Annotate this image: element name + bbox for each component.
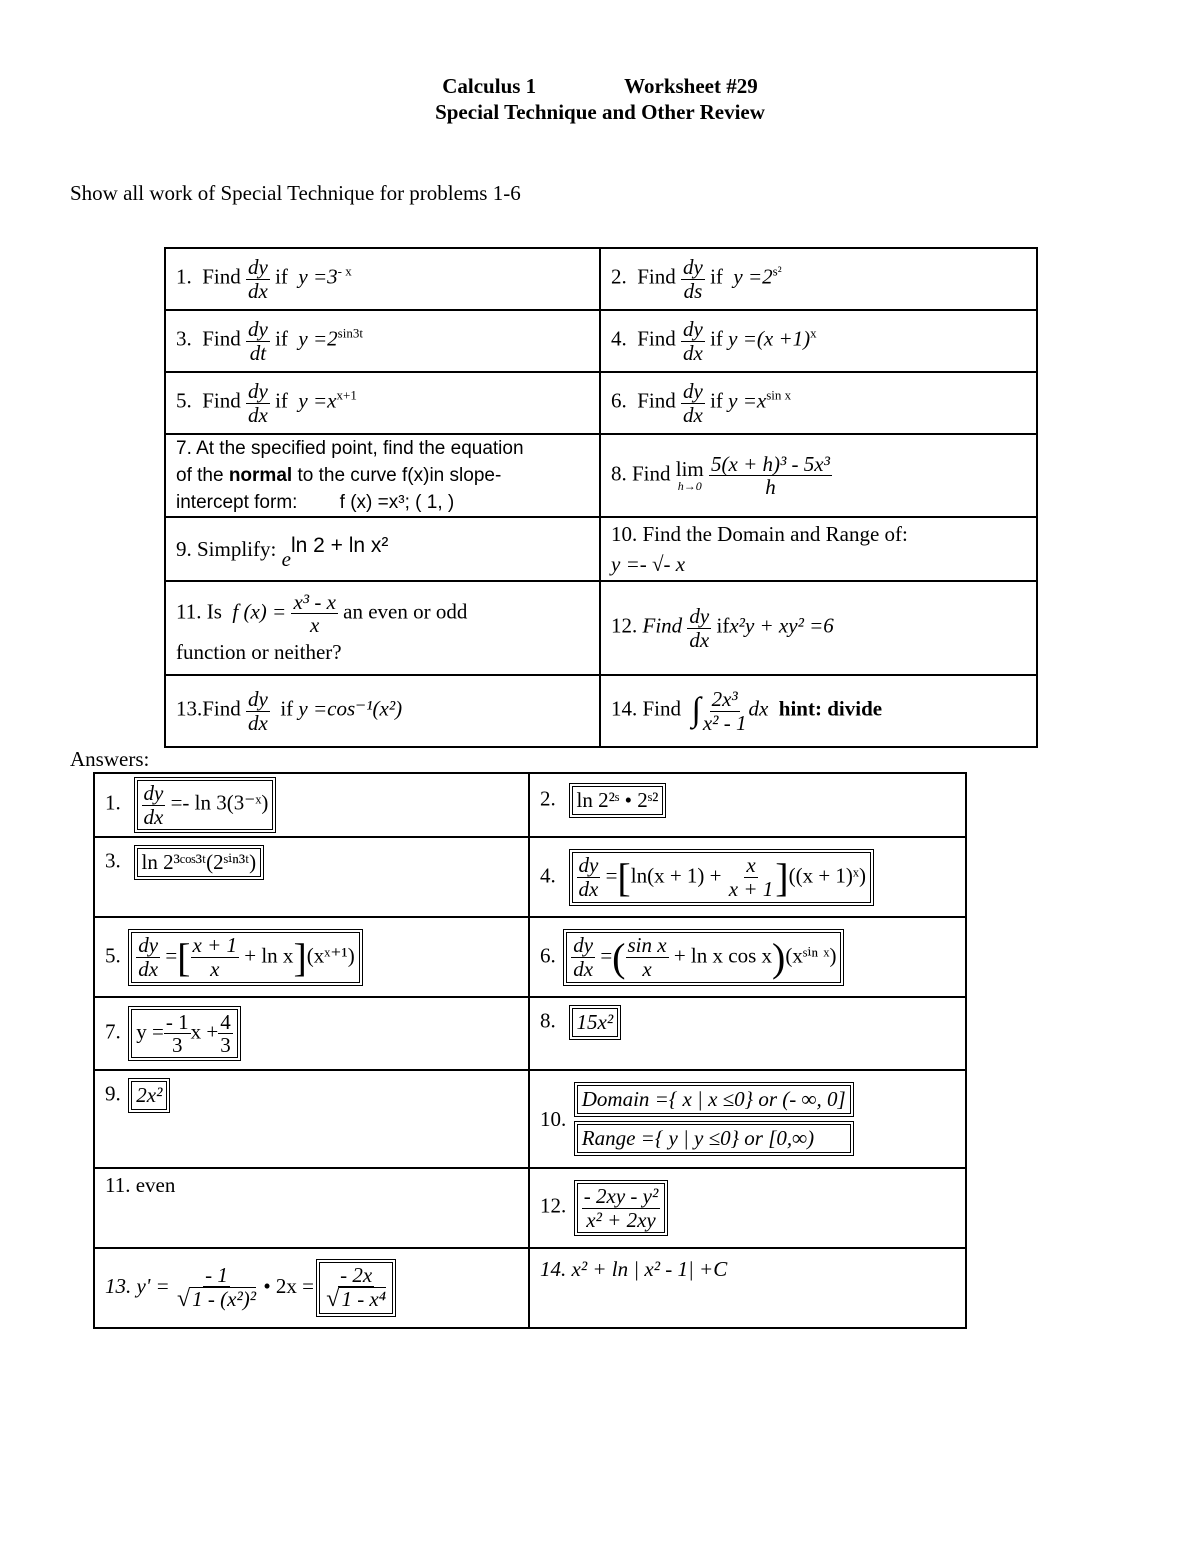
problem-12: 12. Find $\frac{dy}{dx}$ ifx²y + xy² =6 xyxy=(600,581,1037,675)
problem-4: 4. Find $\frac{dy}{dx}$ if $y =(x +1)^x$ xyxy=(600,310,1037,372)
answer-7: 7. y = $\frac{- 1}{3}$ x + $\frac{4}{3}$ xyxy=(94,997,529,1070)
derivative-fraction: $\frac{dy}{dt}$ xyxy=(248,317,268,365)
derivative-fraction: $\frac{dy}{dx}$ xyxy=(248,255,268,303)
derivative-fraction: $\frac{dy}{dx}$ xyxy=(683,379,703,427)
answer-box: $\frac{dy}{dx}$ =( $\frac{\text{sin x}}{x}$ + ln x cos x)(xˢⁱⁿ ˣ) xyxy=(566,932,841,983)
answer-11: 11. even xyxy=(94,1168,529,1248)
worksheet-number: Worksheet #29 xyxy=(624,74,758,98)
course-title: Calculus 1 xyxy=(442,74,537,98)
answer-box: ln 2³ᶜᵒˢ³ᵗ(2ˢⁱⁿ³ᵗ) xyxy=(137,848,262,877)
problem-9: 9. Simplify: eln 2 + ln x² xyxy=(165,517,600,581)
answer-10: 10. Domain ={ x | x ≤0} or (- ∞, 0] Range ={ y | y ≤0} or [0,∞) xyxy=(529,1070,966,1168)
answer-box: $\frac{dy}{dx}$ =[ $\frac{x + 1}{x}$ + ln x](xˣ⁺¹) xyxy=(131,932,359,983)
derivative-fraction: $\frac{dy}{ds}$ xyxy=(683,255,703,303)
problem-1: 1. Find $\frac{dy}{dx}$ if $y =3^{- x}$ xyxy=(165,248,600,310)
derivative-fraction: $\frac{dy}{dx}$ xyxy=(248,687,268,735)
answer-4: 4. $\frac{dy}{dx}$ =[ln(x + 1) + $\frac{x}{x + 1}$ ]((x + 1)ˣ) xyxy=(529,837,966,917)
answer-box: $\frac{dy}{dx}$ =- ln 3(3⁻ˣ) xyxy=(137,780,274,829)
problems-table xyxy=(164,247,1038,748)
answer-8: 8. 15x² xyxy=(529,997,966,1070)
answers-table xyxy=(93,772,967,1329)
answer-5: 5. $\frac{dy}{dx}$ =[ $\frac{x + 1}{x}$ + ln x](xˣ⁺¹) xyxy=(94,917,529,997)
integrand-fraction: $\frac{\text{2x³}}{\text{x² - 1}}$ xyxy=(702,687,747,735)
problem-13: 13.Find $\frac{dy}{dx}$ if y =cos⁻¹(x²) xyxy=(165,675,600,747)
worksheet-subtitle: Special Technique and Other Review xyxy=(435,100,765,124)
answer-12: 12. $\frac{\text{- 2xy - y²}}{\text{x² + 2xy}}$ xyxy=(529,1168,966,1248)
answer-box: 15x² xyxy=(572,1008,619,1037)
answer-box: $\frac{- 2x}{\text{√1 - x⁴}}$ xyxy=(319,1262,393,1314)
answer-1: 1. $\frac{dy}{dx}$ =- ln 3(3⁻ˣ) xyxy=(94,773,529,837)
worksheet-header xyxy=(0,74,1200,99)
problem-6: 6. Find $\frac{dy}{dx}$ if $y =x^{sin x}$ xyxy=(600,372,1037,434)
answer-9: 9. 2x² xyxy=(94,1070,529,1168)
limit-operator: lim h→0 xyxy=(675,457,704,493)
problem-7: 7. At the specified point, find the equation of the normal to the curve f(x)in slope- intercept form: f (x) =x³; ( 1, ) xyxy=(165,434,600,517)
domain-answer-box: Domain ={ x | x ≤0} or (- ∞, 0] xyxy=(577,1085,851,1114)
answer-box: ln 2²ˢ • 2ˢ² xyxy=(572,786,664,815)
derivative-fraction: $\frac{dy}{dx}$ xyxy=(689,604,710,652)
problem-2: 2. Find $\frac{dy}{ds}$ if $y =2^{s^2}$ xyxy=(600,248,1037,310)
answers-label: Answers: xyxy=(70,747,150,771)
problem-8: 8. Find lim h→0 $\frac{\text{5(x + h)³ - 5x³}}{h}$ xyxy=(600,434,1037,517)
derivative-fraction: $\frac{dy}{dx}$ xyxy=(248,379,268,427)
answer-2: 2. ln 2²ˢ • 2ˢ² xyxy=(529,773,966,837)
answer-box: $\frac{\text{- 2xy - y²}}{\text{x² + 2xy}}$ xyxy=(577,1183,666,1232)
answer-13: 13. y' = $\frac{- 1}{\text{√1 - (x²)²}}$ • 2x = $\frac{- 2x}{\text{√1 - x⁴}}$ xyxy=(94,1248,529,1328)
problem-5: 5. Find $\frac{dy}{dx}$ if $y =x^{x+1}$ xyxy=(165,372,600,434)
answer-box: 2x² xyxy=(131,1081,167,1110)
answer-14: 14. x² + ln | x² - 1| +C xyxy=(529,1248,966,1328)
integral-sign: ∫ xyxy=(691,692,701,729)
problem-3: 3. Find $\frac{dy}{dt}$ if $y =2^{sin3t}$ xyxy=(165,310,600,372)
derivative-fraction: $\frac{dy}{dx}$ xyxy=(683,317,703,365)
function-fraction: $\frac{\text{x³ - x}}{x}$ xyxy=(293,589,336,637)
problem-11: 11. Is f (x) = $\frac{\text{x³ - x}}{x}$ an even or odd function or neither? xyxy=(165,581,600,675)
range-answer-box: Range ={ y | y ≤0} or [0,∞) xyxy=(577,1124,851,1153)
answer-box: y = $\frac{- 1}{3}$ x + $\frac{4}{3}$ xyxy=(131,1009,237,1058)
instructions: Show all work of Special Technique for problems 1-6 xyxy=(70,181,521,205)
problem-10: 10. Find the Domain and Range of: y =- √- x xyxy=(600,517,1037,581)
answer-box: $\frac{dy}{dx}$ =[ln(x + 1) + $\frac{x}{x + 1}$ ]((x + 1)ˣ) xyxy=(572,852,871,903)
answer-6: 6. $\frac{dy}{dx}$ =( $\frac{\text{sin x}}{x}$ + ln x cos x)(xˢⁱⁿ ˣ) xyxy=(529,917,966,997)
answer-3: 3. ln 2³ᶜᵒˢ³ᵗ(2ˢⁱⁿ³ᵗ) xyxy=(94,837,529,917)
problem-14: 14. Find ∫ $\frac{\text{2x³}}{\text{x² - 1}}$ dx hint: divide xyxy=(600,675,1037,747)
difference-quotient: $\frac{\text{5(x + h)³ - 5x³}}{h}$ xyxy=(711,451,830,499)
